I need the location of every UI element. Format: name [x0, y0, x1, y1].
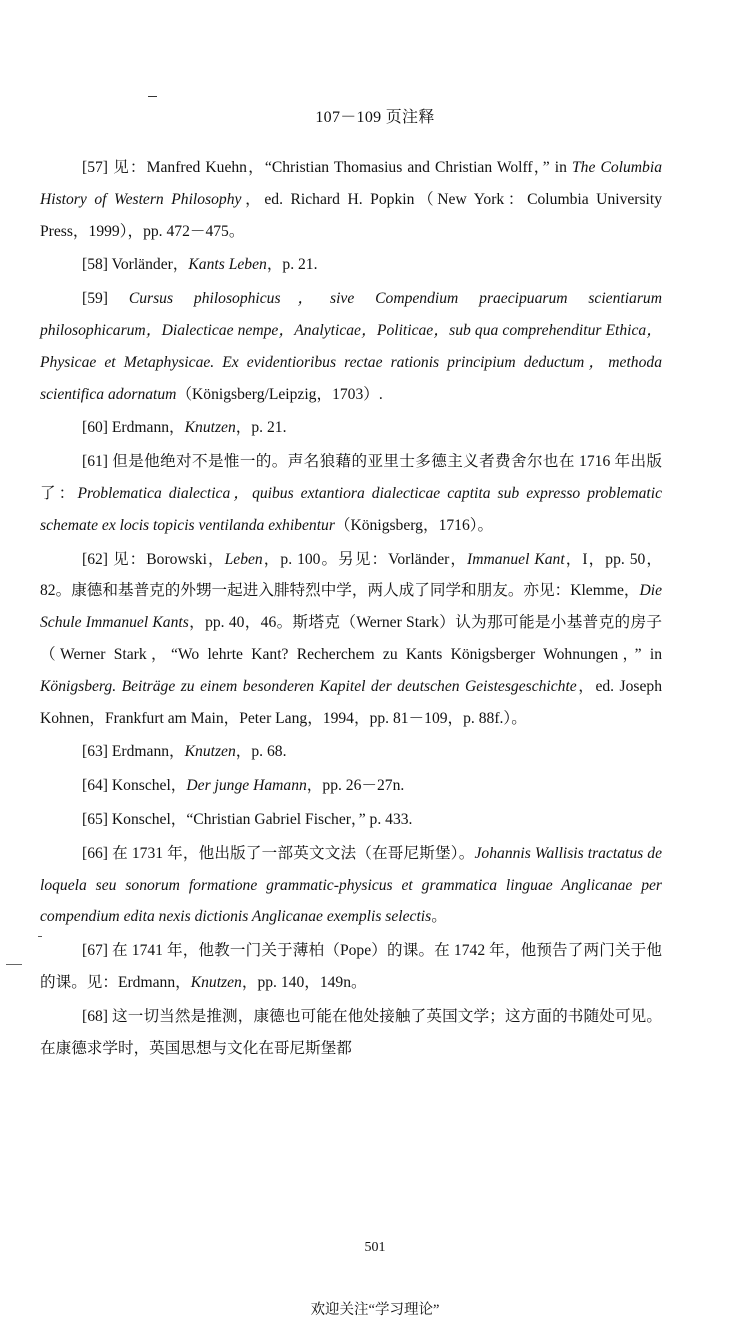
endnote-57	[40, 152, 662, 247]
endnote-number: [67]	[82, 942, 108, 960]
endnote-67	[40, 935, 662, 999]
endnote-68	[40, 1001, 662, 1065]
note-text: ，ed. Joseph Kohnen，Frankfurt am Main，Peter Lang，1994，pp. 81－109，p. 88f.）。	[40, 677, 662, 727]
note-text: ，p. 100。另见：Vorländer，	[262, 550, 468, 568]
endnote-number: [63]	[82, 743, 108, 761]
endnotes-list	[40, 152, 662, 1066]
italic-title: Problematica dialectica，quibus extantiora dialecticae captita sub expresso problematic schemate ex locis topicis ventilanda exhibentur	[40, 484, 662, 534]
italic-title: Knutzen	[190, 973, 242, 991]
page-header: 107－109 页注释	[315, 109, 435, 126]
note-text: 但是他绝对不是惟一的。声名狼藉的亚里士多德主义者费舍尔也在 1716 年出版了：	[40, 453, 662, 502]
note-text: （Königsberg，1716）。	[334, 516, 494, 534]
endnote-number: [60]	[82, 419, 108, 437]
note-text: ，pp. 26－27n.	[306, 777, 405, 795]
endnote-number: [68]	[82, 1007, 108, 1025]
endnote-65	[40, 804, 662, 836]
note-text: 在 1731 年，他出版了一部英文文法（在哥尼斯堡）。	[112, 844, 475, 862]
note-text: 见：Borowski，	[112, 550, 225, 568]
note-text: 在 1741 年，他教一门关于薄柏（Pope）的课。在 1742 年，他预告了两门关于他的课。见：Erdmann，	[40, 942, 662, 991]
italic-title: Immanuel Kant	[467, 550, 565, 568]
note-text: Konschel，“Christian Gabriel Fischer，” p. 433.	[111, 810, 413, 828]
note-text: ，ed. Richard H. Popkin（New York：Columbia University Press，1999），pp. 472－475。	[40, 190, 663, 240]
italic-title: Knutzen	[184, 743, 236, 761]
scan-mark	[38, 936, 42, 937]
endnote-number: [57]	[82, 159, 108, 176]
italic-title: The Columbia History of Western Philosophy	[40, 159, 662, 208]
note-text: ，p. 21.	[235, 419, 287, 437]
note-text: Vorländer，	[111, 256, 189, 274]
endnote-number: [61]	[82, 453, 108, 471]
italic-title: Knutzen	[184, 419, 236, 437]
italic-title: Johannis Wallisis tractatus de loquela seu sonorum formatione grammatic-physicus et grammatica linguae Anglicanae per compendium edita nexis dictionis Anglicanae exemplis selectis	[40, 844, 662, 926]
italic-title: Cursus philosophicus，sive Compendium praecipuarum scientiarum philosophicarum，Dialecticae nempe，Analyticae，Politicae，sub qua comprehenditur Ethica，Physicae et Metaphysicae. Ex evidentioribus rectae rationis principium deductum，methoda scientifica adornatum	[40, 290, 662, 403]
scan-mark	[6, 964, 22, 965]
note-text: Erdmann，	[111, 743, 185, 761]
endnote-number: [62]	[82, 550, 108, 568]
note-text: Konschel，	[111, 777, 187, 795]
note-text: ，p. 68.	[235, 743, 287, 761]
endnote-number: [64]	[82, 777, 108, 795]
note-text: ，pp. 40，46。斯塔克（Werner Stark）认为那可能是小基普克的房子（Werner Stark，“Wo lehrte Kant? Recherchem zu Kants Königsberger Wohnungen，” in	[40, 614, 663, 663]
endnote-59	[40, 283, 662, 410]
italic-title: Die Schule Immanuel Kants	[40, 582, 662, 632]
page-number: 501	[364, 1240, 386, 1255]
endnote-63	[40, 736, 662, 768]
italic-title: Königsberg. Beiträge zu einem besonderen Kapitel der deutschen Geistesgeschichte	[40, 677, 577, 695]
note-text: ，I，pp. 50，82。康德和基普克的外甥一起进入腓特烈中学，两人成了同学和朋友。亦见：Klemme，	[40, 550, 663, 600]
footer-text: 欢迎关注“学习理论”	[310, 1302, 440, 1318]
note-text: Erdmann，	[111, 419, 185, 437]
italic-title: Der junge Hamann	[186, 777, 307, 795]
note-text: 见：Manfred Kuehn，“Christian Thomasius and Christian Wolff，” in	[113, 159, 572, 176]
italic-title: Kants Leben	[188, 256, 267, 274]
endnote-66	[40, 838, 662, 933]
note-text: （Königsberg/Leipzig，1703）.	[176, 385, 383, 403]
endnote-number: [66]	[82, 844, 108, 862]
endnote-60	[40, 412, 662, 444]
note-text: ，pp. 140，149n。	[241, 973, 367, 991]
endnote-62	[40, 544, 662, 735]
endnote-58	[40, 249, 662, 281]
endnote-number: [65]	[82, 810, 108, 828]
italic-title: Leben	[224, 550, 263, 568]
scan-mark	[148, 96, 157, 97]
note-text: 。	[431, 908, 447, 926]
note-text: ，p. 21.	[266, 256, 318, 274]
endnote-64	[40, 770, 662, 802]
note-text: 这一切当然是推测，康德也可能在他处接触了英国文学；这方面的书随处可见。在康德求学时，英国思想与文化在哥尼斯堡都	[40, 1007, 662, 1057]
endnote-number: [58]	[82, 256, 108, 274]
endnote-number: [59]	[82, 290, 108, 308]
endnote-61	[40, 446, 662, 541]
